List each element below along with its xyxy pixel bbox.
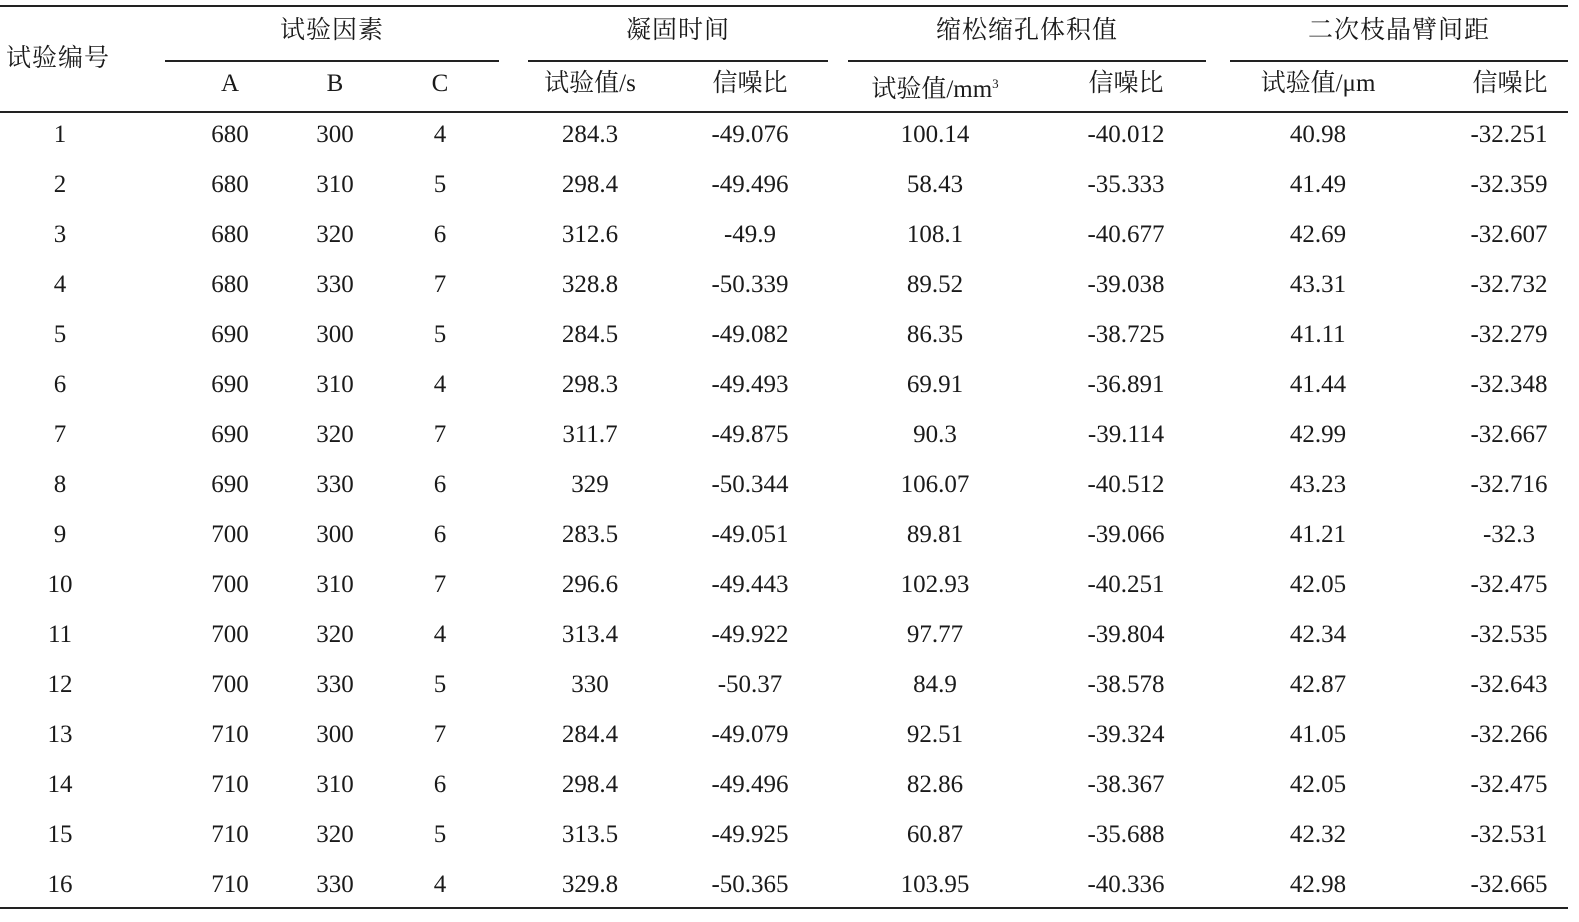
cell-sdas-snr: -32.266 [1470,721,1548,748]
cell-factor-b: 300 [316,321,354,348]
cell-solid-snr: -49.875 [711,421,789,448]
cell-sdas-value: 42.05 [1289,771,1347,798]
cell-shrink-snr: -38.725 [1087,321,1165,348]
cell-factor-c: 6 [433,521,447,548]
cell-factor-a: 700 [211,521,249,548]
cell-sdas-snr: -32.665 [1470,871,1548,898]
cell-solid-snr: -49.9 [723,221,777,248]
cell-sdas-snr: -32.359 [1470,171,1548,198]
cell-sdas-snr: -32.716 [1470,471,1548,498]
cell-sdas-snr: -32.348 [1470,371,1548,398]
cell-sdas-snr: -32.732 [1470,271,1548,298]
subheader-solid-snr: 信噪比 [712,70,788,97]
subheader-shrink-value-exponent: 3 [992,76,999,91]
cell-shrink-value: 108.1 [906,221,964,248]
cell-shrink-value: 69.91 [906,371,964,398]
table-row [0,463,1568,513]
cell-run-no: 3 [53,221,67,248]
cell-factor-a: 680 [211,121,249,148]
cell-solid-snr: -49.925 [711,821,789,848]
cell-solid-snr: -49.076 [711,121,789,148]
cell-factor-c: 4 [433,871,447,898]
cell-factor-a: 710 [211,821,249,848]
cell-factor-b: 320 [316,421,354,448]
cell-shrink-value: 102.93 [900,571,970,598]
cell-shrink-snr: -40.677 [1087,221,1165,248]
cell-run-no: 7 [53,421,67,448]
cell-sdas-snr: -32.475 [1470,771,1548,798]
cell-sdas-value: 41.05 [1289,721,1347,748]
cell-sdas-value: 41.44 [1289,371,1347,398]
cell-run-no: 6 [53,371,67,398]
cell-sdas-value: 42.32 [1289,821,1347,848]
cell-shrink-snr: -36.891 [1087,371,1165,398]
cell-sdas-snr: -32.531 [1470,821,1548,848]
cell-shrink-snr: -39.804 [1087,621,1165,648]
cell-factor-a: 680 [211,221,249,248]
cell-solid-value: 329 [571,471,609,498]
cell-sdas-value: 41.11 [1290,321,1346,348]
cell-run-no: 16 [47,871,73,898]
cell-shrink-snr: -39.324 [1087,721,1165,748]
cell-run-no: 9 [53,521,67,548]
cell-factor-a: 710 [211,721,249,748]
cell-solid-value: 284.5 [561,321,619,348]
table-row [0,413,1568,463]
cell-sdas-snr: -32.251 [1470,121,1548,148]
cell-solid-value: 313.5 [561,821,619,848]
cell-factor-b: 310 [316,571,354,598]
cell-factor-a: 710 [211,771,249,798]
cell-sdas-value: 42.87 [1289,671,1347,698]
cell-shrink-value: 84.9 [913,671,957,698]
cell-factor-b: 330 [316,871,354,898]
cell-shrink-snr: -38.578 [1087,671,1165,698]
cell-run-no: 8 [53,471,67,498]
cell-factor-b: 330 [316,271,354,298]
cell-factor-a: 700 [211,571,249,598]
cell-solid-snr: -49.079 [711,721,789,748]
cell-solid-snr: -49.493 [711,371,789,398]
cell-run-no: 1 [53,121,67,148]
cell-solid-value: 328.8 [561,271,619,298]
cell-run-no: 11 [47,621,73,648]
table-row [0,513,1568,563]
cell-shrink-snr: -39.066 [1087,521,1165,548]
row-header-label: 试验编号 [6,43,111,72]
cell-run-no: 13 [47,721,73,748]
cell-sdas-snr: -32.535 [1470,621,1548,648]
cell-shrink-value: 92.51 [906,721,964,748]
cell-solid-snr: -50.344 [711,471,789,498]
cell-factor-b: 300 [316,721,354,748]
cell-solid-value: 329.8 [561,871,619,898]
group-header-factors: 试验因素 [279,15,384,44]
cell-shrink-snr: -40.012 [1087,121,1165,148]
cell-shrink-value: 106.07 [900,471,970,498]
cell-factor-a: 690 [211,421,249,448]
cell-solid-value: 284.4 [561,721,619,748]
cell-sdas-value: 43.23 [1289,471,1347,498]
cell-sdas-snr: -32.667 [1470,421,1548,448]
table-row [0,113,1568,163]
cell-factor-b: 300 [316,521,354,548]
cell-solid-snr: -50.37 [717,671,783,698]
cell-factor-b: 330 [316,471,354,498]
cell-run-no: 14 [47,771,73,798]
cell-sdas-snr: -32.279 [1470,321,1548,348]
top-rule [0,5,1568,7]
cell-shrink-value: 100.14 [900,121,970,148]
cell-solid-value: 312.6 [561,221,619,248]
cell-factor-a: 700 [211,671,249,698]
table-row [0,263,1568,313]
cell-solid-snr: -49.496 [711,771,789,798]
cell-shrink-snr: -39.038 [1087,271,1165,298]
subheader-solid-value: 试验值/s [544,70,636,97]
cell-factor-c: 5 [433,671,447,698]
cell-factor-c: 4 [433,121,447,148]
cell-sdas-value: 43.31 [1289,271,1347,298]
cell-sdas-value: 42.34 [1289,621,1347,648]
cell-factor-c: 5 [433,171,447,198]
table-row [0,813,1568,863]
cell-factor-a: 700 [211,621,249,648]
cell-solid-value: 296.6 [561,571,619,598]
cell-solid-value: 298.4 [561,771,619,798]
table-row [0,563,1568,613]
cell-factor-b: 320 [316,621,354,648]
cell-shrink-snr: -40.512 [1087,471,1165,498]
table-row [0,713,1568,763]
cell-sdas-value: 41.21 [1289,521,1347,548]
cell-solid-snr: -49.922 [711,621,789,648]
cell-solid-value: 298.4 [561,171,619,198]
cell-factor-c: 4 [433,371,447,398]
cell-factor-a: 680 [211,171,249,198]
subheader-b: B [326,70,344,97]
group-header-sdas: 二次枝晶臂间距 [1307,15,1490,44]
subheader-shrink-snr: 信噪比 [1088,70,1164,97]
subheader-c: C [431,70,449,97]
cell-sdas-value: 42.69 [1289,221,1347,248]
cell-shrink-value: 103.95 [900,871,970,898]
cell-solid-value: 311.7 [562,421,618,448]
cell-solid-snr: -49.051 [711,521,789,548]
cell-sdas-value: 42.98 [1289,871,1347,898]
cell-shrink-snr: -38.367 [1087,771,1165,798]
cell-factor-c: 7 [433,271,447,298]
cell-run-no: 4 [53,271,67,298]
cell-solid-value: 298.3 [561,371,619,398]
cell-shrink-value: 82.86 [906,771,964,798]
cell-factor-c: 6 [433,221,447,248]
subheader-shrink-value [850,64,1020,104]
cell-shrink-value: 89.81 [906,521,964,548]
cell-shrink-value: 97.77 [906,621,964,648]
cell-factor-c: 5 [433,821,447,848]
cell-factor-b: 310 [316,771,354,798]
cell-run-no: 5 [53,321,67,348]
cell-factor-a: 680 [211,271,249,298]
cell-shrink-snr: -35.688 [1087,821,1165,848]
group-rule-solidification-time [528,60,828,62]
subheader-shrink-value-text: 试验值/mm [871,76,993,103]
cell-solid-snr: -50.365 [711,871,789,898]
table-row [0,863,1568,913]
subheader-sdas-snr: 信噪比 [1472,70,1548,97]
cell-solid-snr: -49.496 [711,171,789,198]
subheader-sdas-value: 试验值/μm [1260,70,1376,97]
cell-shrink-value: 58.43 [906,171,964,198]
cell-solid-snr: -49.082 [711,321,789,348]
cell-sdas-value: 41.49 [1289,171,1347,198]
cell-sdas-snr: -32.607 [1470,221,1548,248]
cell-shrink-snr: -40.336 [1087,871,1165,898]
cell-factor-a: 710 [211,871,249,898]
cell-solid-value: 283.5 [561,521,619,548]
group-rule-shrinkage-volume [848,60,1206,62]
cell-shrink-value: 90.3 [913,421,957,448]
cell-factor-c: 5 [433,321,447,348]
table-row [0,363,1568,413]
table-row [0,213,1568,263]
bottom-rule [0,907,1568,909]
group-header-solidification-time: 凝固时间 [625,15,730,44]
cell-factor-b: 320 [316,821,354,848]
cell-sdas-value: 40.98 [1289,121,1347,148]
group-header-shrinkage-volume: 缩松缩孔体积值 [935,15,1118,44]
cell-shrink-value: 86.35 [906,321,964,348]
cell-factor-c: 6 [433,471,447,498]
group-rule-factors [165,60,499,62]
cell-solid-value: 330 [571,671,609,698]
cell-factor-c: 4 [433,621,447,648]
cell-shrink-value: 89.52 [906,271,964,298]
cell-run-no: 10 [47,571,73,598]
table-row [0,763,1568,813]
cell-factor-c: 7 [433,421,447,448]
table-row [0,613,1568,663]
subheader-a: A [220,70,240,97]
cell-factor-b: 330 [316,671,354,698]
cell-shrink-snr: -39.114 [1087,421,1165,448]
cell-factor-c: 6 [433,771,447,798]
table-row [0,163,1568,213]
cell-factor-a: 690 [211,371,249,398]
cell-solid-value: 313.4 [561,621,619,648]
cell-factor-a: 690 [211,471,249,498]
cell-factor-b: 320 [316,221,354,248]
cell-shrink-snr: -35.333 [1087,171,1165,198]
cell-run-no: 12 [47,671,73,698]
cell-shrink-value: 60.87 [906,821,964,848]
cell-sdas-value: 42.99 [1289,421,1347,448]
cell-solid-value: 284.3 [561,121,619,148]
cell-run-no: 2 [53,171,67,198]
cell-factor-a: 690 [211,321,249,348]
cell-factor-c: 7 [433,571,447,598]
group-rule-sdas [1230,60,1568,62]
cell-factor-b: 300 [316,121,354,148]
cell-shrink-snr: -40.251 [1087,571,1165,598]
cell-sdas-snr: -32.3 [1482,521,1536,548]
cell-factor-b: 310 [316,371,354,398]
cell-factor-b: 310 [316,171,354,198]
table-row [0,663,1568,713]
cell-sdas-value: 42.05 [1289,571,1347,598]
table-row [0,313,1568,363]
cell-solid-snr: -49.443 [711,571,789,598]
cell-sdas-snr: -32.475 [1470,571,1548,598]
cell-run-no: 15 [47,821,73,848]
cell-sdas-snr: -32.643 [1470,671,1548,698]
cell-factor-c: 7 [433,721,447,748]
cell-solid-snr: -50.339 [711,271,789,298]
